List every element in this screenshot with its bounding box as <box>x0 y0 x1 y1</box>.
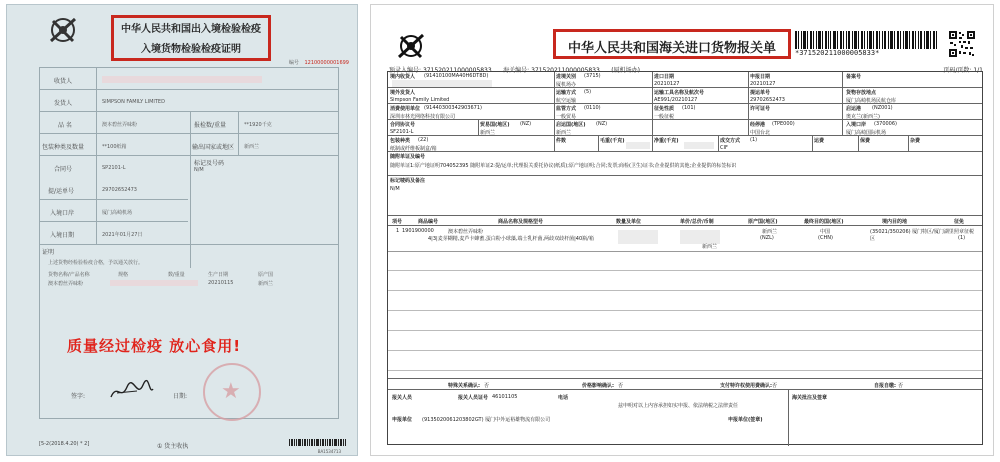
transport-value: (5) <box>584 89 592 95</box>
redacted-net <box>684 142 714 149</box>
list-cell-date: 20210115 <box>208 280 234 286</box>
customs-office: (厦机场办) <box>611 67 640 74</box>
mark-label: 标记及号码 <box>194 160 225 167</box>
qr-code-icon <box>949 31 975 57</box>
package-value: (22) <box>418 137 429 143</box>
package-name: 纸制或纤维板制盒/箱 <box>390 146 437 152</box>
confirm-row <box>388 378 982 390</box>
transit-label: 经停港 <box>750 122 766 128</box>
entry-customs-name: 厦机场办 <box>556 82 577 88</box>
tax-value: (101) <box>682 105 696 111</box>
entry-date-value: 2021年01月27日 <box>102 232 143 238</box>
entry-customs-label: 进境关别 <box>556 74 577 80</box>
bill-value: 29702652473 <box>102 187 137 193</box>
certificate-title: 中华人民共和国出入境检验检疫 <box>121 24 261 35</box>
package-label: 包装种类 <box>390 138 411 144</box>
item-domestic: (35021/350206) 厦门特区/厦门湖里区 <box>870 229 954 242</box>
record-no-label: 备案号 <box>846 74 862 80</box>
marks-label: 标记唛码及备注 <box>390 178 426 184</box>
transit-name: 中国台北 <box>750 130 771 136</box>
item-header-price: 单价/总价/币制 <box>680 219 714 225</box>
transport-label: 运输方式 <box>556 90 577 96</box>
trade-country-value: (NZ) <box>520 121 532 127</box>
bill-label: 提/运单号 <box>48 188 75 195</box>
port-value: (NZ001) <box>872 105 893 111</box>
royalty-value: 否 <box>772 383 778 389</box>
item-row-1 <box>388 226 982 252</box>
bill-value: 29702652473 <box>750 97 785 103</box>
special-label: 特殊关系确认: <box>448 383 481 389</box>
item-origin-code: (NZL) <box>760 235 774 241</box>
customs-declaration <box>370 4 994 456</box>
self-label: 自报自缴: <box>874 383 896 389</box>
certificate-table <box>39 67 339 245</box>
self-value: 否 <box>898 383 904 389</box>
handwritten-signature <box>107 379 155 403</box>
docs-label: 随附单证及编号 <box>390 154 426 160</box>
royalty-label: 支付特许权使用费确认: <box>720 383 773 389</box>
shipper-value: Simpson Family Limited <box>390 97 450 103</box>
transit-value: (TPE000) <box>772 121 795 127</box>
special-value: 否 <box>484 383 490 389</box>
origin-country-value: (NZ) <box>596 121 608 127</box>
item-code: 1901900000 <box>402 228 434 234</box>
grid-row-5 <box>388 136 982 152</box>
grid-row-docs <box>388 152 982 176</box>
vessel-label: 运输工具名称及航次号 <box>654 90 705 96</box>
row-bill <box>40 178 188 200</box>
product-value: 澳本碧丝弄味粉 <box>102 122 138 128</box>
price-label: 价格影响确认: <box>582 383 615 389</box>
tax-name: 一般征税 <box>654 114 675 120</box>
row-contract <box>40 156 338 178</box>
inspection-certificate <box>6 4 358 456</box>
certificate-barcode-text: BA1534713 <box>317 449 341 454</box>
entry-customs-value: (3715) <box>584 73 601 79</box>
list-header-name: 货物名称/产品名称 <box>48 272 90 278</box>
consumer-label: 消费使用单位 <box>390 106 421 112</box>
deal-label: 成交方式 <box>720 138 741 144</box>
certificate-barcode <box>289 439 347 449</box>
grid-row-4 <box>388 120 982 136</box>
port-name: 奥克兰(新西兰) <box>846 114 880 120</box>
redacted-consignee <box>392 80 492 87</box>
origin-country-label: 启运国(地区) <box>556 122 586 128</box>
bill-label: 提运单号 <box>750 90 771 96</box>
declaration-barcode <box>795 31 937 49</box>
entry-port-value: (370006) <box>874 121 897 127</box>
item-origin-name: 新西兰 <box>702 244 718 250</box>
origin-country-name: 新西兰 <box>556 130 572 136</box>
list-header-date: 生产日期 <box>208 272 229 278</box>
misc-label: 杂费 <box>910 138 921 144</box>
contract-value: SF2101-L <box>390 129 414 135</box>
insurance-label: 保费 <box>860 138 871 144</box>
proof-text: 上述货物经检验检疫合格，予以通关放行。 <box>48 260 144 266</box>
declarer-cert-value: 46101105 <box>492 394 518 400</box>
net-label: 净重(千克) <box>654 138 679 144</box>
certificate-subtitle: 入境货物检验检疫证明 <box>141 44 241 55</box>
marks-value: N/M <box>390 186 400 192</box>
supervise-label: 监管方式 <box>556 106 577 112</box>
import-date-value: 20210127 <box>654 81 680 87</box>
approval-label: 海关批注及签章 <box>792 395 828 401</box>
grid-row-1 <box>388 72 982 88</box>
declare-date-label: 申报日期 <box>750 74 771 80</box>
contract-label: 合同号 <box>54 166 73 173</box>
port-label: 启运港 <box>846 106 862 112</box>
deal-value: (1) <box>750 137 758 143</box>
item-no: 1 <box>396 228 400 234</box>
redacted-price <box>680 230 720 244</box>
entry-port-label: 入境口岸 <box>846 122 867 128</box>
proof-label: 证明 <box>42 249 55 256</box>
customs-emblem-icon <box>45 15 81 45</box>
package-value: **100纸箱 <box>102 144 127 150</box>
row-package <box>40 134 338 156</box>
item-header-code: 商品编号 <box>418 219 439 225</box>
price-value: 否 <box>618 383 624 389</box>
date-label: 日期: <box>173 393 188 400</box>
phone-label: 电话 <box>558 395 569 401</box>
item-header-qty: 数量及单位 <box>616 219 642 225</box>
row-entry-port <box>40 200 188 222</box>
redacted-spec <box>110 280 198 286</box>
grid-row-2 <box>388 88 982 104</box>
item-header-domestic: 境内目的地 <box>882 219 908 225</box>
entry-port-name: 厦门高崎国际机场 <box>846 130 887 136</box>
list-cell-origin: 新西兰 <box>258 281 274 287</box>
consignee-value: (91410100MA40H6DT8D) <box>424 73 489 79</box>
customs-no-value: 371520211000005833 <box>531 67 600 74</box>
deal-name: CIF <box>720 145 728 151</box>
certificate-copy-note: ① 货主收执 <box>157 443 189 450</box>
redacted-consignee <box>102 76 262 83</box>
official-stamp: ★ <box>203 363 261 421</box>
signature-label: 签字: <box>71 393 86 400</box>
entry-port-label: 入境口岸 <box>50 210 75 217</box>
item-exemption: 照章征税 <box>954 229 975 235</box>
page-value: 1/1 <box>973 67 983 74</box>
consumer-value: (91440300342903671) <box>424 105 482 111</box>
weight-label: 报检数/重量 <box>194 122 227 129</box>
contract-value: SP2101-L <box>102 165 126 171</box>
list-header-origin: 原产国 <box>258 272 274 278</box>
list-header-spec: 规格 <box>118 272 129 278</box>
row-entry-date <box>40 222 188 246</box>
grid-row-marks <box>388 176 982 216</box>
certificate-number-label: 编号 <box>288 60 299 66</box>
package-label: 包装种类及数量 <box>42 144 85 151</box>
item-dest: 中国 <box>820 229 831 235</box>
unit-label: 申报单位 <box>392 417 413 423</box>
pre-entry-label: 预录入编号: <box>389 67 422 74</box>
item-spec: 4|3|麦芽糊精,麦芦卡蜂蜜,蛋白粉小球藻,端士乳杆菌,两歧双歧杆菌|40瓶/箱 <box>428 236 594 242</box>
item-header-dest: 最终目的国(地区) <box>804 219 844 225</box>
trade-country-name: 新西兰 <box>480 130 496 136</box>
page-label: 页码/页数: <box>943 67 972 74</box>
certificate-number <box>289 59 349 66</box>
product-label: 品 名 <box>58 122 72 129</box>
supervise-name: 一般贸易 <box>556 114 577 120</box>
item-header-row <box>388 216 982 226</box>
declaration-grid <box>387 71 983 445</box>
list-header-qty: 数/重量 <box>168 272 185 278</box>
unit-seal-label: 申报单位(签章) <box>728 417 763 423</box>
license-label: 许可证号 <box>750 106 771 112</box>
row-shipper <box>40 90 338 112</box>
gross-label: 毛重(千克) <box>600 138 625 144</box>
shipper-value: SIMPSON FAMILY LIMITED <box>102 99 165 105</box>
tax-label: 征免性质 <box>654 106 675 112</box>
declarer-cert-label: 报关人员证号 <box>458 395 489 401</box>
list-cell-name: 澳本碧丝弄味粉 <box>48 281 84 287</box>
storage-value: 厦门高崎机场民航仓库 <box>846 98 897 104</box>
pieces-label: 件数 <box>556 138 567 144</box>
item-header-name: 商品名称及规格型号 <box>498 219 544 225</box>
import-date-label: 进口日期 <box>654 74 675 80</box>
shipper-label: 境外发货人 <box>390 90 416 96</box>
declaration-barcode-text: *371520211000005833* <box>795 49 880 57</box>
trade-country-label: 贸易国(地区) <box>480 122 510 128</box>
declaration-title: 中华人民共和国海关进口货物报关单 <box>567 41 776 56</box>
vessel-value: AE991/20210127 <box>654 97 698 103</box>
entry-port-value: 厦门高崎机场 <box>102 210 133 216</box>
pre-entry-value: 371520211000005833 <box>422 67 492 74</box>
customs-no-label: 海关编号: <box>503 67 530 74</box>
redacted-qty <box>618 230 658 244</box>
item-exemption-code: (1) <box>958 235 966 241</box>
consignee-label: 收货人 <box>54 78 73 85</box>
declarer-label: 报关人员 <box>392 395 413 401</box>
docs-text: 随附单证1:原产地证明704052395 随附单证2:提/运单;代理报关委托协议(纸质);原产地证明;合同;发票;商检(卫生)证书;企业提供的其他;企业提供的标签标识 <box>390 163 737 169</box>
row-consignee <box>40 68 338 90</box>
mark-value: N/M <box>194 167 204 173</box>
weight-value: **1920千克 <box>244 122 272 128</box>
customs-emblem-icon <box>395 31 427 61</box>
item-header-origin: 原产国(地区) <box>748 219 778 225</box>
statement: 兹申明对以上内容承担如实申报、依法纳税之法律责任 <box>618 403 739 409</box>
consignee-label: 境内收货人 <box>390 74 416 80</box>
shipper-label: 发货人 <box>54 100 73 107</box>
consumer-name: 深圳市林光网络科技有限公司 <box>390 114 456 120</box>
unit-value: (9135020061203802GT) 厦门中外运裕雄物流有限公司 <box>422 417 551 423</box>
supervise-value: (0110) <box>584 105 601 111</box>
declare-date-value: 20210127 <box>750 81 776 87</box>
storage-label: 货物存放地点 <box>846 90 877 96</box>
origin-country-value: 新西兰 <box>244 144 260 150</box>
row-product <box>40 112 338 134</box>
goods-list <box>48 271 288 291</box>
certificate-form-code: [5-2(2018.4.20) * 2] <box>39 441 90 447</box>
transport-name: 航空运输 <box>556 98 577 104</box>
contract-label: 合同协议号 <box>390 122 416 128</box>
certificate-title-box <box>111 15 271 61</box>
item-dest-code: (CHN) <box>818 235 833 241</box>
item-header-exemption: 征免 <box>954 219 965 225</box>
item-header-no: 项号 <box>392 219 403 225</box>
certificate-number-value: 12100000001699 <box>304 60 349 66</box>
item-name: 澳本碧丝弄味粉 <box>448 229 484 235</box>
entry-date-label: 入境日期 <box>50 232 75 239</box>
freight-label: 运费 <box>814 138 825 144</box>
redacted-gross <box>626 142 650 149</box>
grid-row-3 <box>388 104 982 120</box>
declarer-section <box>388 390 982 446</box>
quality-slogan: 质量经过检疫 放心食用! <box>67 337 242 355</box>
item-origin: 新西兰 <box>762 229 778 235</box>
origin-country-label: 输出国家或地区 <box>192 144 235 151</box>
declaration-title-box <box>553 29 791 59</box>
